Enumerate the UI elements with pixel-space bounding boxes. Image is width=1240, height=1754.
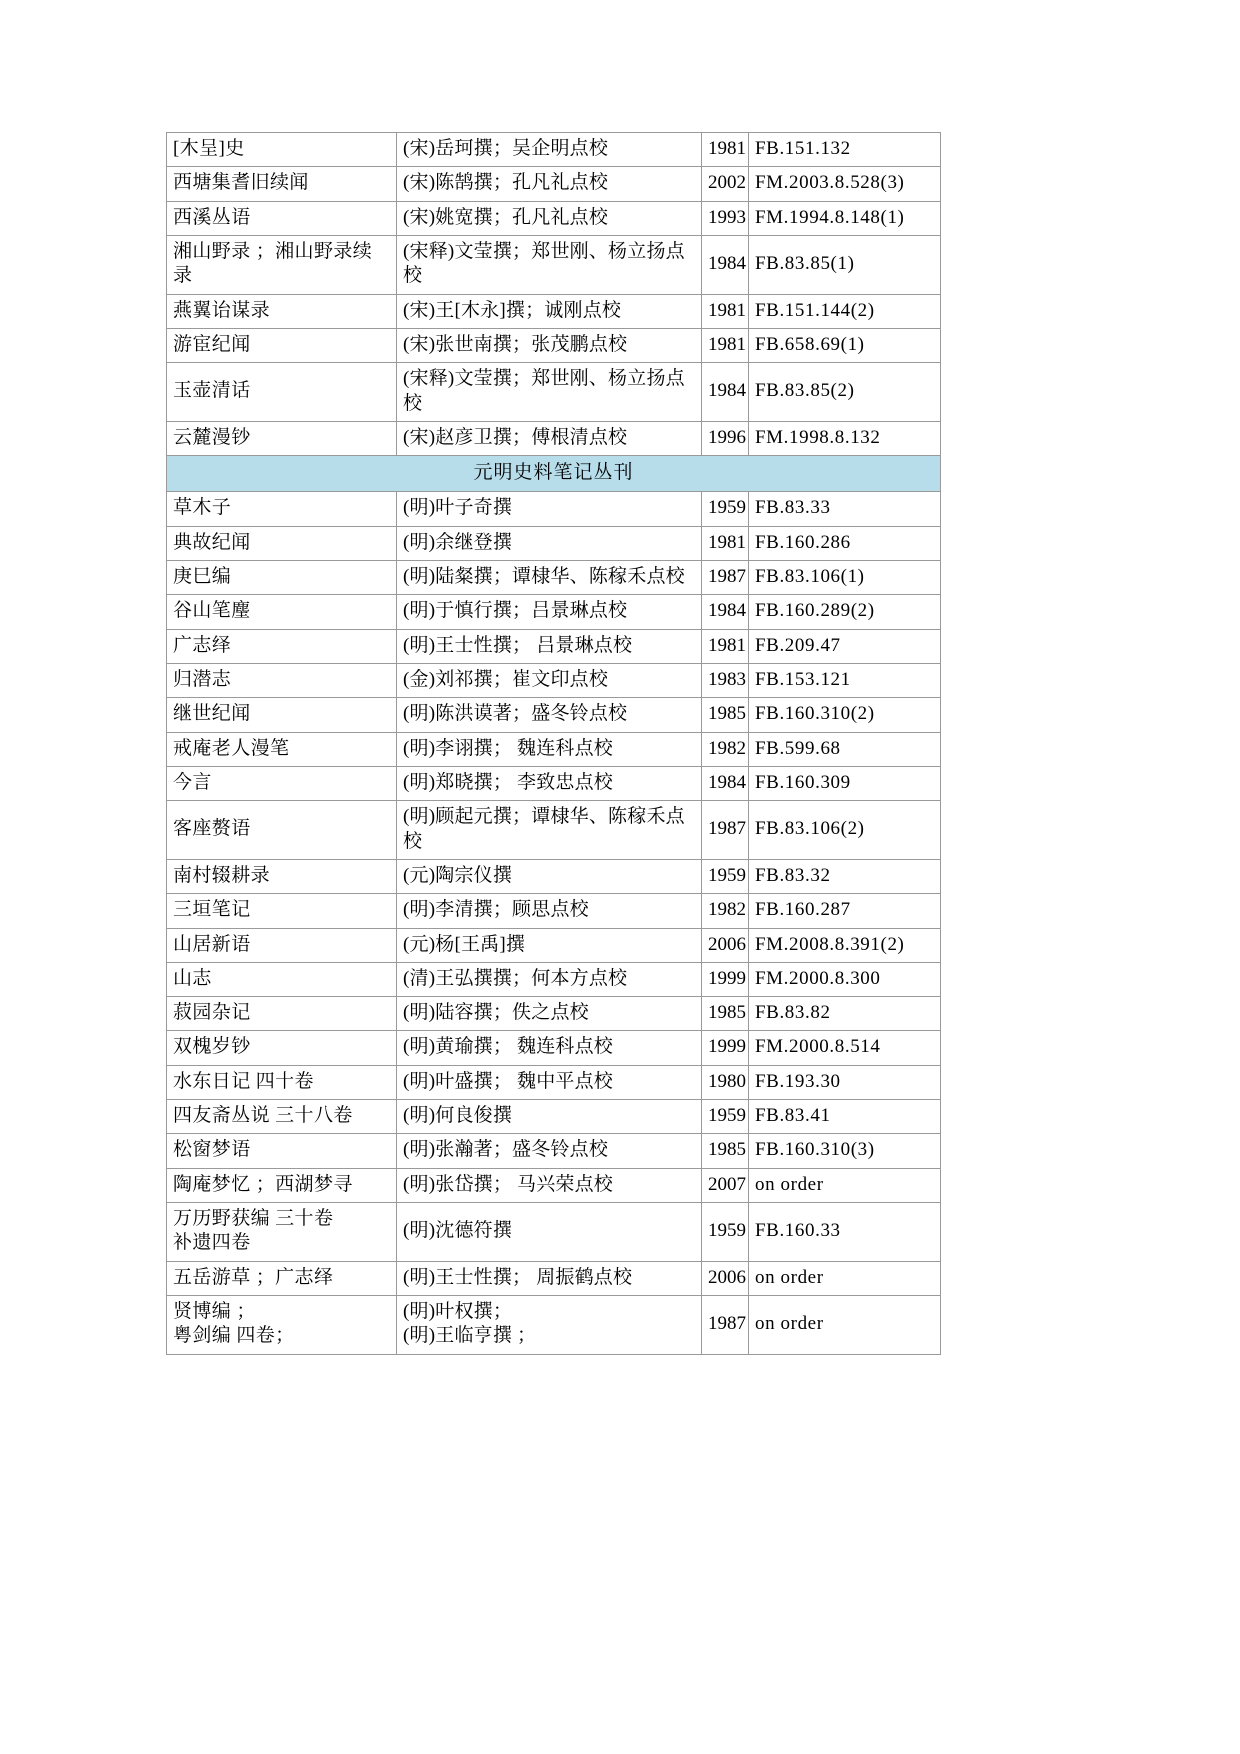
book-title: 今言 [167, 766, 397, 800]
call-number: FM.2008.8.391(2) [749, 928, 941, 962]
table-row [167, 1134, 941, 1168]
table-row [167, 664, 941, 698]
book-listing-table [166, 132, 941, 1355]
publication-year: 2006 [702, 1261, 749, 1295]
call-number: FB.83.41 [749, 1100, 941, 1134]
call-number: on order [749, 1295, 941, 1354]
book-author: (元)杨[王禹]撰 [397, 928, 702, 962]
publication-year: 1984 [702, 766, 749, 800]
book-author: (明)顾起元撰；谭棣华、陈稼禾点校 [397, 801, 702, 860]
publication-year: 1985 [702, 1134, 749, 1168]
book-title: 云麓漫钞 [167, 421, 397, 455]
section-header-row [167, 456, 941, 492]
call-number: FB.160.33 [749, 1203, 941, 1262]
call-number: FM.2003.8.528(3) [749, 167, 941, 201]
book-title: 谷山笔麈 [167, 595, 397, 629]
book-author: (元)陶宗仪撰 [397, 859, 702, 893]
book-title: 戒庵老人漫笔 [167, 732, 397, 766]
book-author: (明)叶盛撰； 魏中平点校 [397, 1065, 702, 1099]
book-title: 五岳游草 ；广志绎 [167, 1261, 397, 1295]
book-author: (明)沈德符撰 [397, 1203, 702, 1262]
book-title: 菽园杂记 [167, 997, 397, 1031]
table-row [167, 732, 941, 766]
publication-year: 1981 [702, 526, 749, 560]
book-title: 山居新语 [167, 928, 397, 962]
call-number: FB.599.68 [749, 732, 941, 766]
table-row [167, 1203, 941, 1262]
table-row [167, 167, 941, 201]
book-title: 西溪丛语 [167, 201, 397, 235]
table-row [167, 629, 941, 663]
book-author: (明)陆粲撰；谭棣华、陈稼禾点校 [397, 561, 702, 595]
publication-year: 1984 [702, 363, 749, 422]
table-row [167, 526, 941, 560]
book-author: (明)黄瑜撰； 魏连科点校 [397, 1031, 702, 1065]
table-row [167, 561, 941, 595]
book-author: (明)张瀚著；盛冬铃点校 [397, 1134, 702, 1168]
call-number: FB.160.286 [749, 526, 941, 560]
publication-year: 1984 [702, 595, 749, 629]
book-title: 山志 [167, 962, 397, 996]
book-title: 水东日记 四十卷 [167, 1065, 397, 1099]
book-title: 万历野获编 三十卷 补遗四卷 [167, 1203, 397, 1262]
call-number: FB.160.310(2) [749, 698, 941, 732]
table-row [167, 894, 941, 928]
table-row [167, 1065, 941, 1099]
book-title: 三垣笔记 [167, 894, 397, 928]
book-author: (明)于慎行撰；吕景琳点校 [397, 595, 702, 629]
publication-year: 1987 [702, 801, 749, 860]
table-row [167, 1100, 941, 1134]
book-author: (明)陈洪谟著；盛冬铃点校 [397, 698, 702, 732]
table-row [167, 1168, 941, 1202]
publication-year: 1983 [702, 664, 749, 698]
table-row [167, 859, 941, 893]
publication-year: 1999 [702, 962, 749, 996]
call-number: FB.83.106(1) [749, 561, 941, 595]
publication-year: 1981 [702, 629, 749, 663]
call-number: FB.83.85(2) [749, 363, 941, 422]
book-author: (宋释)文莹撰；郑世刚、杨立扬点校 [397, 363, 702, 422]
call-number: FM.1998.8.132 [749, 421, 941, 455]
book-title: 客座赘语 [167, 801, 397, 860]
book-title: 双槐岁钞 [167, 1031, 397, 1065]
section-header-label: 元明史料笔记丛刊 [167, 456, 941, 492]
book-author: (宋)张世南撰；张茂鹏点校 [397, 328, 702, 362]
book-author: (明)何良俊撰 [397, 1100, 702, 1134]
table-row [167, 997, 941, 1031]
book-author: (明)郑晓撰； 李致忠点校 [397, 766, 702, 800]
publication-year: 1959 [702, 859, 749, 893]
call-number: FM.2000.8.514 [749, 1031, 941, 1065]
call-number: FB.83.82 [749, 997, 941, 1031]
table-row [167, 1031, 941, 1065]
book-title: [木呈]史 [167, 133, 397, 167]
publication-year: 1987 [702, 561, 749, 595]
book-author: (明)陆容撰；佚之点校 [397, 997, 702, 1031]
book-title: 南村辍耕录 [167, 859, 397, 893]
table-row [167, 363, 941, 422]
book-author: (宋)岳珂撰；吴企明点校 [397, 133, 702, 167]
call-number: FB.83.85(1) [749, 235, 941, 294]
book-author: (宋)姚宽撰；孔凡礼点校 [397, 201, 702, 235]
book-author: (明)张岱撰； 马兴荣点校 [397, 1168, 702, 1202]
book-title: 陶庵梦忆 ；西湖梦寻 [167, 1168, 397, 1202]
table-row [167, 766, 941, 800]
call-number: FB.160.287 [749, 894, 941, 928]
table-row [167, 801, 941, 860]
publication-year: 1985 [702, 698, 749, 732]
table-row [167, 133, 941, 167]
publication-year: 1982 [702, 894, 749, 928]
call-number: FM.1994.8.148(1) [749, 201, 941, 235]
book-title: 草木子 [167, 492, 397, 526]
book-author: (清)王弘撰撰；何本方点校 [397, 962, 702, 996]
book-author: (明)王士性撰； 周振鹤点校 [397, 1261, 702, 1295]
book-title: 庚巳编 [167, 561, 397, 595]
call-number: FB.83.32 [749, 859, 941, 893]
call-number: on order [749, 1261, 941, 1295]
book-author: (明)李诩撰； 魏连科点校 [397, 732, 702, 766]
book-title: 四友斋丛说 三十八卷 [167, 1100, 397, 1134]
publication-year: 1982 [702, 732, 749, 766]
call-number: FB.160.310(3) [749, 1134, 941, 1168]
book-author: (宋)陈鹄撰；孔凡礼点校 [397, 167, 702, 201]
publication-year: 2007 [702, 1168, 749, 1202]
publication-year: 1996 [702, 421, 749, 455]
book-author: (明)余继登撰 [397, 526, 702, 560]
book-author: (明)李清撰；顾思点校 [397, 894, 702, 928]
book-author: (金)刘祁撰；崔文印点校 [397, 664, 702, 698]
table-row [167, 698, 941, 732]
table-row [167, 928, 941, 962]
book-title: 典故纪闻 [167, 526, 397, 560]
table-row [167, 1261, 941, 1295]
publication-year: 1999 [702, 1031, 749, 1065]
call-number: FM.2000.8.300 [749, 962, 941, 996]
call-number: FB.151.144(2) [749, 294, 941, 328]
publication-year: 1959 [702, 492, 749, 526]
publication-year: 2006 [702, 928, 749, 962]
book-author: (明)王士性撰； 吕景琳点校 [397, 629, 702, 663]
publication-year: 1993 [702, 201, 749, 235]
publication-year: 2002 [702, 167, 749, 201]
book-title: 松窗梦语 [167, 1134, 397, 1168]
book-title: 继世纪闻 [167, 698, 397, 732]
table-row [167, 328, 941, 362]
table-row [167, 595, 941, 629]
table-row [167, 1295, 941, 1354]
table-row [167, 235, 941, 294]
call-number: FB.209.47 [749, 629, 941, 663]
publication-year: 1981 [702, 328, 749, 362]
call-number: FB.153.121 [749, 664, 941, 698]
table-row [167, 962, 941, 996]
book-title: 广志绎 [167, 629, 397, 663]
book-title: 玉壶清话 [167, 363, 397, 422]
book-author: (宋)王[木永]撰；诚刚点校 [397, 294, 702, 328]
publication-year: 1980 [702, 1065, 749, 1099]
table-row [167, 201, 941, 235]
call-number: FB.151.132 [749, 133, 941, 167]
book-author: (宋释)文莹撰；郑世刚、杨立扬点校 [397, 235, 702, 294]
book-title: 游宦纪闻 [167, 328, 397, 362]
call-number: FB.160.289(2) [749, 595, 941, 629]
publication-year: 1984 [702, 235, 749, 294]
call-number: FB.193.30 [749, 1065, 941, 1099]
book-author: (明)叶权撰； (明)王临亨撰 ； [397, 1295, 702, 1354]
book-title: 西塘集耆旧续闻 [167, 167, 397, 201]
book-title: 湘山野录 ；湘山野录续录 [167, 235, 397, 294]
book-author: (明)叶子奇撰 [397, 492, 702, 526]
publication-year: 1959 [702, 1203, 749, 1262]
call-number: FB.160.309 [749, 766, 941, 800]
call-number: FB.83.33 [749, 492, 941, 526]
table-row [167, 421, 941, 455]
publication-year: 1981 [702, 133, 749, 167]
call-number: FB.83.106(2) [749, 801, 941, 860]
table-row [167, 492, 941, 526]
book-author: (宋)赵彦卫撰；傅根清点校 [397, 421, 702, 455]
book-title: 燕翼诒谋录 [167, 294, 397, 328]
book-title: 归潜志 [167, 664, 397, 698]
publication-year: 1987 [702, 1295, 749, 1354]
book-title: 贤博编 ； 粤剑编 四卷； [167, 1295, 397, 1354]
publication-year: 1985 [702, 997, 749, 1031]
publication-year: 1959 [702, 1100, 749, 1134]
table-row [167, 294, 941, 328]
publication-year: 1981 [702, 294, 749, 328]
call-number: FB.658.69(1) [749, 328, 941, 362]
call-number: on order [749, 1168, 941, 1202]
